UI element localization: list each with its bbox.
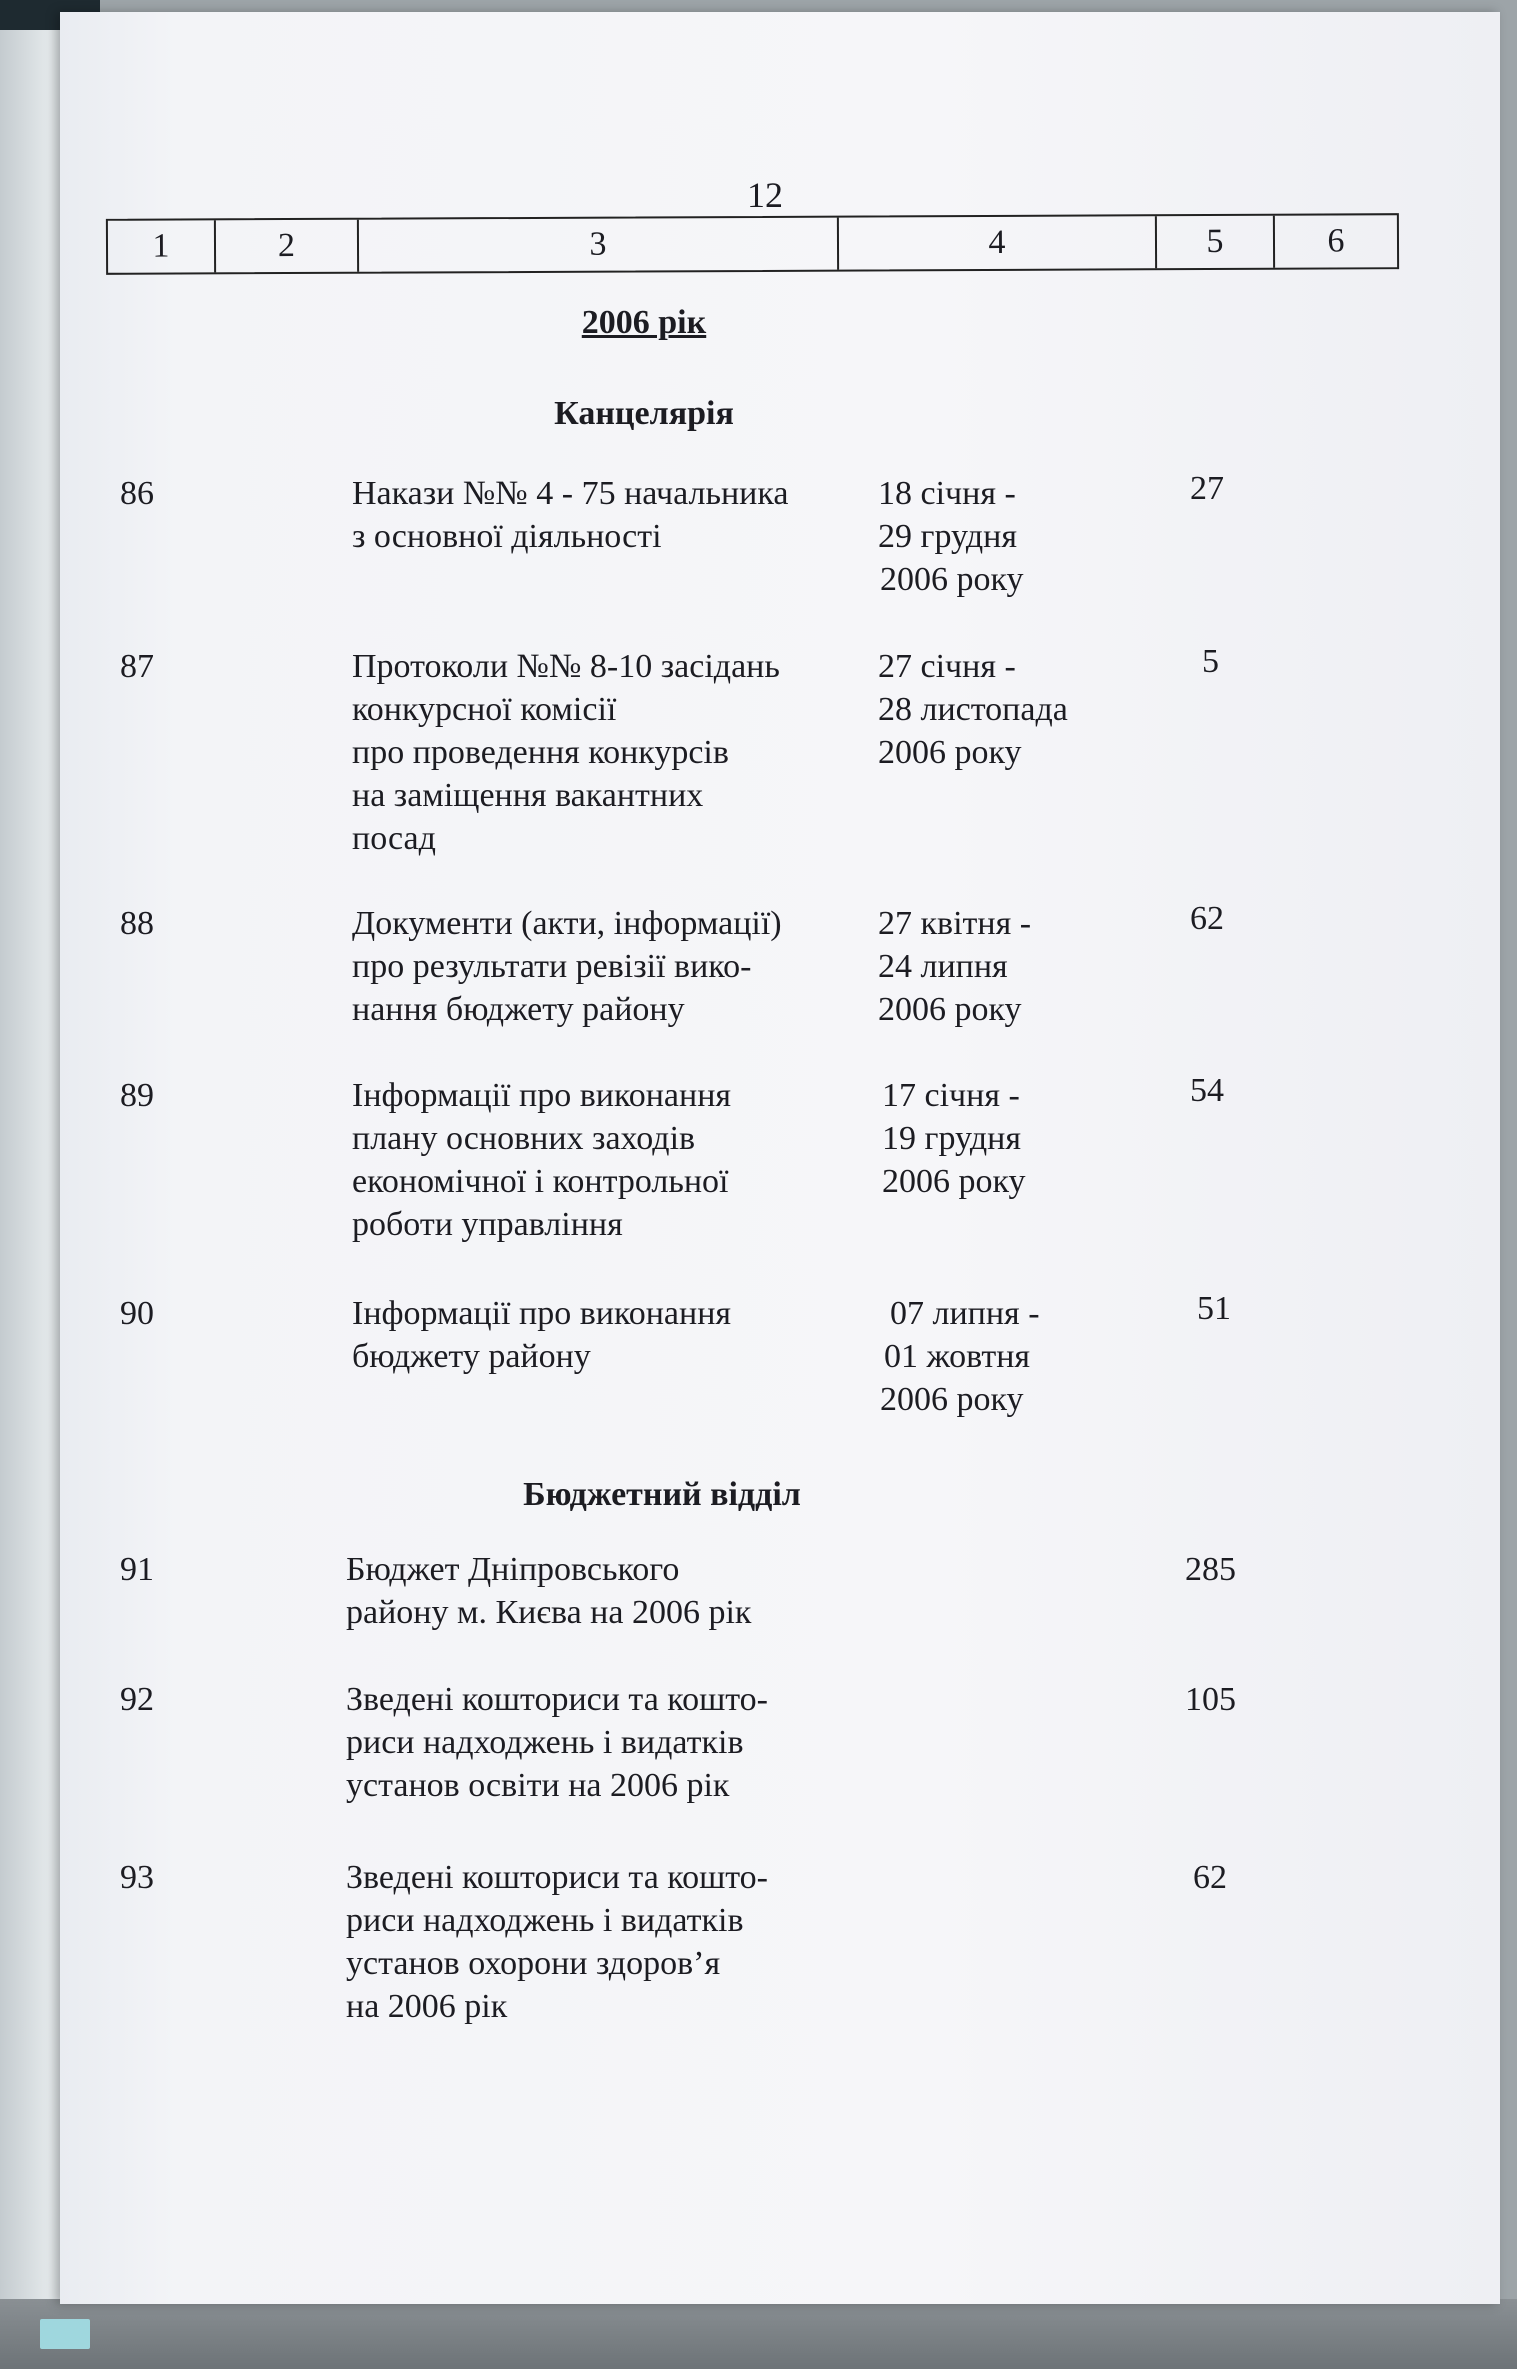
section-heading-chancellery: Канцелярія [554, 395, 734, 432]
entry-dates: 27 квітня - 24 липня 2006 року [878, 905, 1032, 1028]
entry-title: Зведені кошториси та кошто- риси надходжень і видатків установ охорони здоров’я на 2006 рік [346, 1859, 768, 2025]
section-heading-budget-department: Бюджетний відділ [523, 1476, 801, 1513]
entry-number: 86 [120, 475, 154, 512]
entry-sheet-count: 285 [1185, 1551, 1236, 1588]
document-page [60, 12, 1500, 2304]
column-number-4: 4 [839, 216, 1157, 269]
entry-sheet-count: 54 [1190, 1072, 1224, 1109]
column-number-3: 3 [359, 218, 839, 272]
entry-number: 89 [120, 1077, 154, 1114]
binder-bottom-edge [0, 2299, 1517, 2369]
entry-sheet-count: 27 [1190, 470, 1224, 507]
entry-sheet-count: 5 [1202, 643, 1219, 680]
entry-title: Інформації про виконання бюджету району [352, 1295, 732, 1375]
entry-title: Зведені кошториси та кошто- риси надходжень і видатків установ освіти на 2006 рік [346, 1681, 768, 1804]
entry-title: Накази №№ 4 - 75 начальника з основної діяльності [352, 475, 789, 555]
entry-number: 92 [120, 1681, 154, 1718]
entry-dates: 27 січня - 28 листопада 2006 року [878, 648, 1068, 771]
entry-number: 90 [120, 1295, 154, 1332]
column-number-2: 2 [216, 220, 359, 273]
entry-number: 91 [120, 1551, 154, 1588]
entry-number: 87 [120, 648, 154, 685]
entry-dates: 07 липня - 01 жовтня 2006 року [880, 1295, 1040, 1418]
entry-number: 93 [120, 1859, 154, 1896]
entry-sheet-count: 51 [1197, 1290, 1231, 1327]
column-number-1: 1 [108, 220, 216, 272]
entry-title: Бюджет Дніпровського району м. Києва на 2006 рік [346, 1551, 752, 1631]
entry-sheet-count: 105 [1185, 1681, 1236, 1718]
entry-sheet-count: 62 [1193, 1859, 1227, 1896]
entry-dates: 17 січня - 19 грудня 2006 року [882, 1077, 1026, 1200]
entry-sheet-count: 62 [1190, 900, 1224, 937]
page-number: 12 [747, 175, 783, 215]
column-number-header [106, 213, 1399, 275]
entry-title: Документи (акти, інформації) про результати ревізії вико- нання бюджету району [352, 905, 782, 1028]
column-number-5: 5 [1157, 216, 1275, 269]
binder-tab [40, 2319, 90, 2349]
entry-title: Протоколи №№ 8-10 засідань конкурсної комісії про проведення конкурсів на заміщення вакантних посад [352, 648, 780, 857]
entry-number: 88 [120, 905, 154, 942]
entry-dates: 18 січня - 29 грудня 2006 року [878, 475, 1024, 598]
column-number-6: 6 [1327, 222, 1345, 260]
year-heading: 2006 рік [581, 304, 707, 341]
entry-title: Інформації про виконання плану основних заходів економічної і контрольної роботи управління [352, 1077, 732, 1243]
